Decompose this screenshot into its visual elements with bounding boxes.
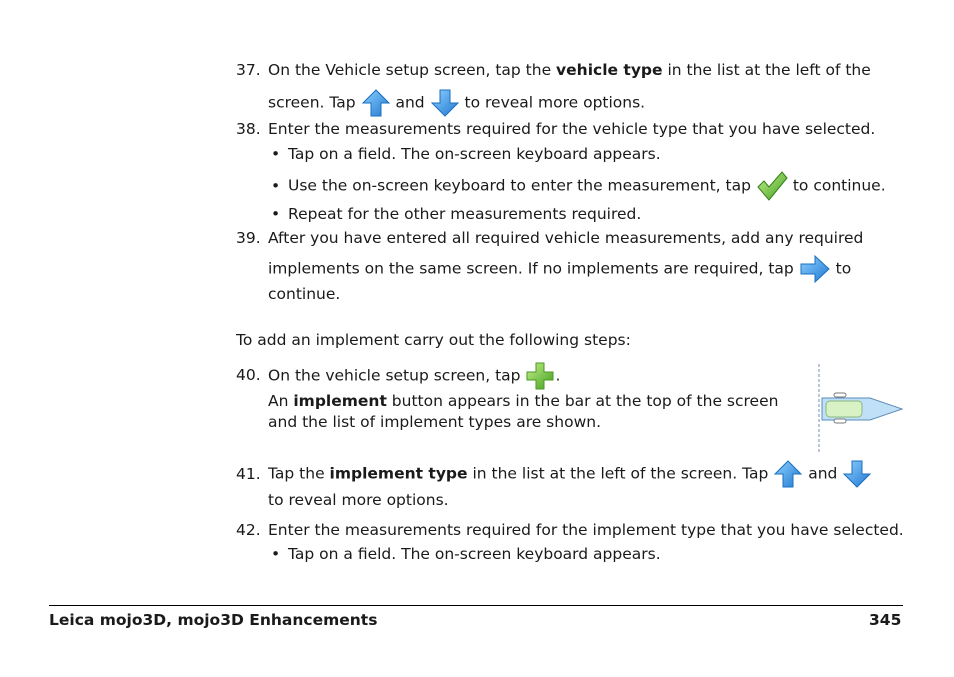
bullet: • xyxy=(271,205,281,223)
step-number: 40. xyxy=(236,366,261,384)
step-text xyxy=(268,253,851,285)
step-text: and the list of implement types are shown. xyxy=(268,413,601,431)
text: Tap the xyxy=(268,464,330,483)
page-number: 345 xyxy=(869,611,902,629)
step-text: continue. xyxy=(268,285,341,303)
step-text xyxy=(268,61,871,79)
text: and xyxy=(808,464,843,483)
checkmark-icon xyxy=(756,170,788,202)
step-text: Enter the measurements required for the vehicle type that you have selected. xyxy=(268,120,876,138)
bold-term: vehicle type xyxy=(556,61,663,79)
step-text xyxy=(268,361,560,391)
text: screen. Tap xyxy=(268,93,361,112)
footer-rule xyxy=(49,605,903,606)
bullet-text: Tap on a field. The on-screen keyboard appears. xyxy=(288,545,661,563)
text: in the list at the left of the screen. Tap xyxy=(467,464,774,483)
bullet: • xyxy=(271,177,281,195)
text: Use the on-screen keyboard to enter the measurement, tap xyxy=(288,176,756,195)
step-text xyxy=(268,459,872,489)
step-number: 38. xyxy=(236,120,261,138)
text: to continue. xyxy=(792,176,886,195)
text: button appears in the bar at the top of the screen xyxy=(386,392,779,410)
section-intro: To add an implement carry out the following steps: xyxy=(236,331,631,349)
step-text xyxy=(268,392,778,410)
step-text: After you have entered all required vehicle measurements, add any required xyxy=(268,229,864,247)
text: in the list at the left of the xyxy=(662,61,871,79)
down-arrow-icon xyxy=(842,459,872,489)
step-text xyxy=(268,88,645,118)
text: On the Vehicle setup screen, tap the xyxy=(268,61,557,79)
text: to xyxy=(835,259,852,278)
step-text: to reveal more options. xyxy=(268,491,449,509)
up-arrow-icon xyxy=(773,459,803,489)
step-number: 37. xyxy=(236,61,261,79)
text: On the vehicle setup screen, tap xyxy=(268,366,526,385)
implement-diagram xyxy=(812,362,906,456)
wheel xyxy=(834,419,846,423)
bullet-text: Repeat for the other measurements required. xyxy=(288,205,642,223)
step-text: Enter the measurements required for the implement type that you have selected. xyxy=(268,521,904,539)
text: to reveal more options. xyxy=(464,93,646,112)
step-number: 42. xyxy=(236,521,261,539)
text: implements on the same screen. If no implements are required, tap xyxy=(268,259,799,278)
footer-title: Leica mojo3D, mojo3D Enhancements xyxy=(49,611,378,629)
bold-term: implement type xyxy=(329,464,468,483)
bullet: • xyxy=(271,545,281,563)
wheel xyxy=(834,393,846,397)
right-arrow-icon xyxy=(799,253,831,285)
plus-icon xyxy=(525,361,555,391)
bullet-text xyxy=(288,170,886,202)
step-number: 39. xyxy=(236,229,261,247)
text: and xyxy=(395,93,430,112)
bullet: • xyxy=(271,145,281,163)
bullet-text: Tap on a field. The on-screen keyboard appears. xyxy=(288,145,661,163)
text: An xyxy=(268,392,294,410)
vehicle-cab xyxy=(826,401,862,417)
up-arrow-icon xyxy=(361,88,391,118)
bold-term: implement xyxy=(293,392,387,410)
text: . xyxy=(555,366,561,385)
step-number: 41. xyxy=(236,465,261,483)
down-arrow-icon xyxy=(430,88,460,118)
